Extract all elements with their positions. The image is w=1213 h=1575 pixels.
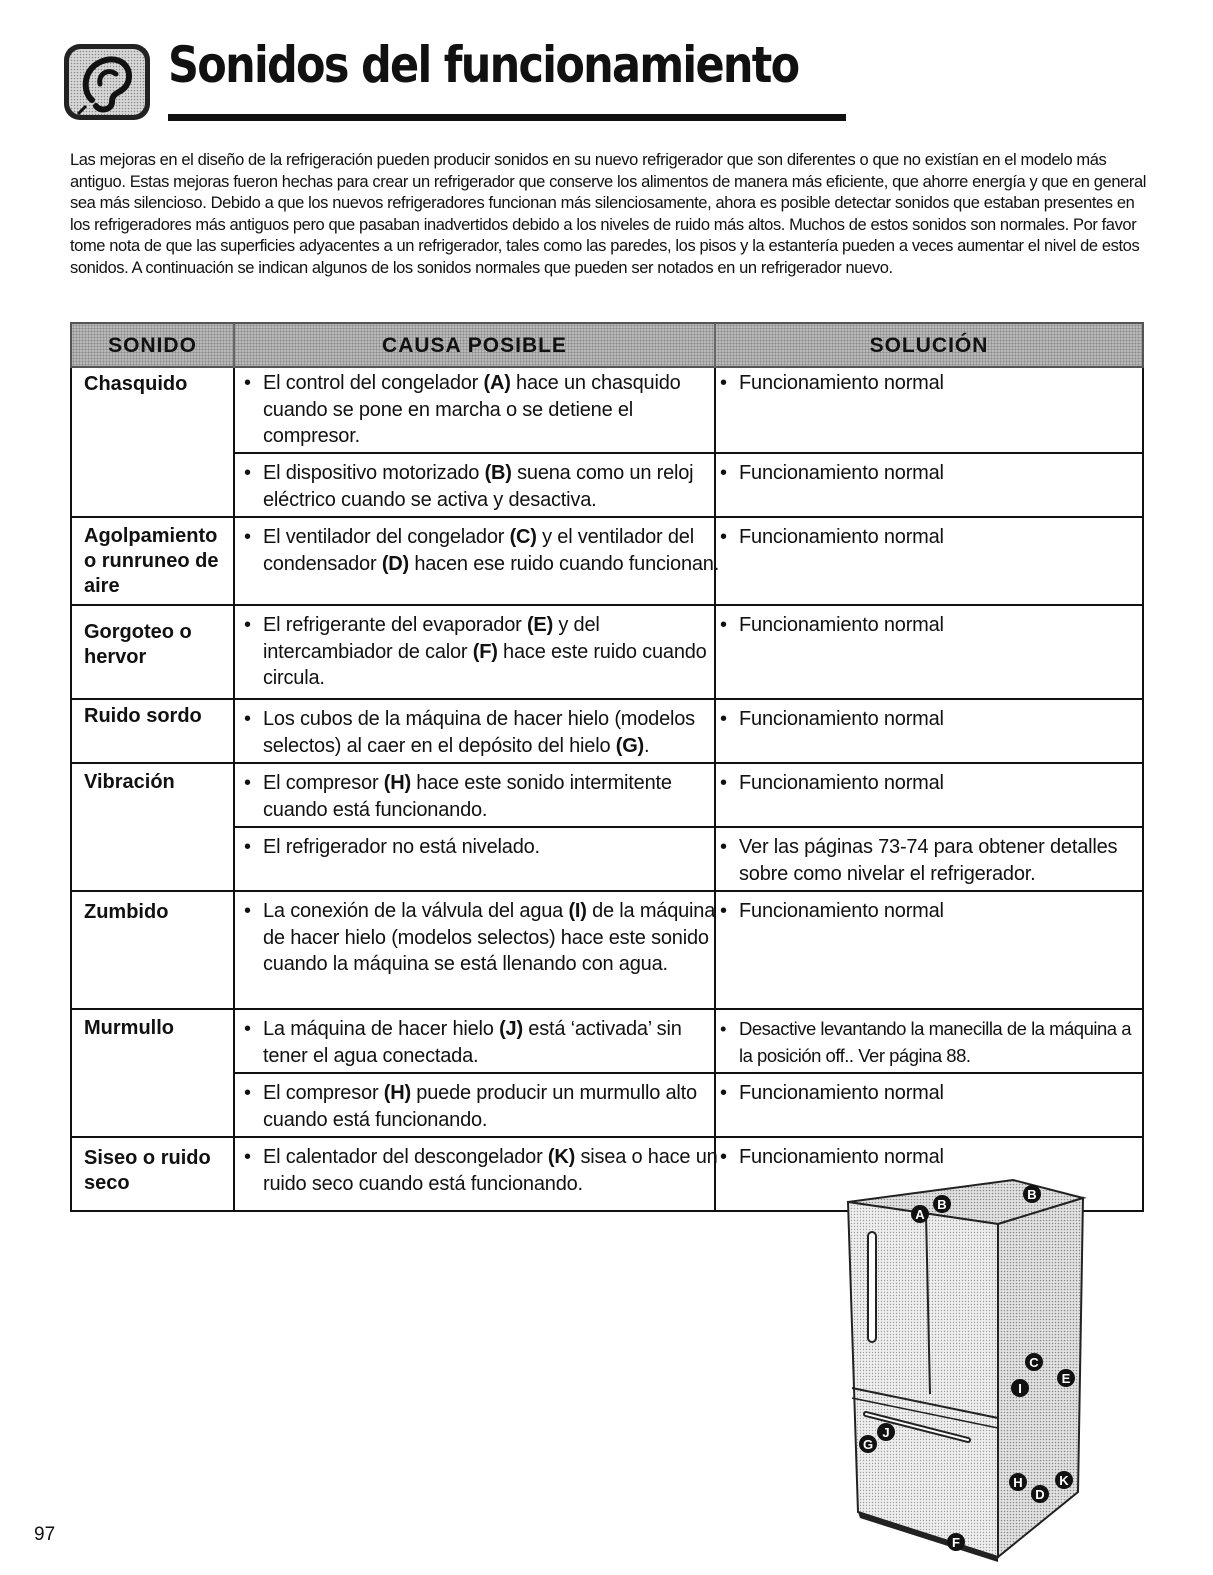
svg-text:G: G xyxy=(862,1437,874,1452)
header-solucion: SOLUCIÓN xyxy=(869,334,989,357)
solution-cell: • Desactive levantando la manecilla de la máquina a la posición off.. Ver página 88. xyxy=(720,1018,1132,1066)
callout-letter: (K) xyxy=(547,1146,576,1168)
svg-text:K: K xyxy=(1059,1473,1069,1488)
row-divider xyxy=(233,826,1144,828)
svg-text:F: F xyxy=(952,1535,960,1550)
refrigerator-illustration xyxy=(838,1162,1088,1562)
sound-name: Gorgoteo o hervor xyxy=(84,621,192,668)
row-divider xyxy=(233,452,1144,454)
title-underline xyxy=(168,114,846,121)
page-title: Sonidos del funcionamiento xyxy=(168,36,799,94)
header-sonido: SONIDO xyxy=(108,334,197,357)
svg-text:C: C xyxy=(1029,1355,1039,1370)
page-header xyxy=(64,36,799,122)
callout-letter: (B) xyxy=(484,462,512,484)
fridge-body xyxy=(848,1180,1083,1562)
row-divider xyxy=(72,1008,1144,1010)
row-divider xyxy=(72,698,1144,700)
row-divider xyxy=(72,1136,1144,1138)
svg-text:A: A xyxy=(915,1207,925,1222)
svg-text:E: E xyxy=(1061,1371,1071,1386)
row-divider xyxy=(72,604,1144,606)
cause-cell: • El refrigerante del evaporador (E) y del intercambiador de calor (F) hace este ruido cuando circula. xyxy=(244,614,707,689)
sounds-table xyxy=(70,322,1144,1212)
cause-cell: • El calentador del descongelador (K) sisea o hace un ruido seco cuando está funcionando. xyxy=(244,1146,718,1195)
row-divider xyxy=(72,762,1144,764)
cause-cell: • El refrigerador no está nivelado. xyxy=(244,836,540,858)
cause-cell: • La conexión de la válvula del agua (I) de la máquina de hacer hielo (modelos selectos) hace este sonido cuando la máquina se está llenando con agua. xyxy=(244,900,716,975)
svg-text:J: J xyxy=(882,1425,890,1440)
svg-text:D: D xyxy=(1035,1487,1045,1502)
solution-cell: • Funcionamiento normal xyxy=(720,772,944,794)
cause-cell: • El dispositivo motorizado (B) suena como un reloj eléctrico cuando se activa y desactiva. xyxy=(244,462,694,511)
svg-text:I: I xyxy=(1018,1381,1022,1396)
solution-cell: • Funcionamiento normal xyxy=(720,462,944,484)
solution-cell: • Funcionamiento normal xyxy=(720,372,944,394)
callout-letter: (G) xyxy=(615,734,645,757)
callout-letter: (J) xyxy=(499,1018,523,1040)
solution-cell: • Funcionamiento normal xyxy=(720,1082,944,1104)
solution-cell: • Ver las páginas 73-74 para obtener detalles sobre como nivelar el refrigerador. xyxy=(720,836,1118,885)
sound-name: Vibración xyxy=(84,771,175,793)
cause-cell: • El compresor (H) hace este sonido intermitente cuando está funcionando. xyxy=(244,772,672,821)
sound-name: Ruido sordo xyxy=(84,705,202,727)
solution-cell: • Funcionamiento normal xyxy=(720,526,944,548)
callout-letter: (E) xyxy=(526,614,554,636)
sound-name: Agolpamiento o runruneo de aire xyxy=(84,525,219,597)
callout-letter: (F) xyxy=(472,640,498,663)
cause-cell: • El compresor (H) puede producir un murmullo alto cuando está funcionando. xyxy=(244,1082,697,1131)
solution-cell: • Funcionamiento normal xyxy=(720,708,944,730)
header-causa: CAUSA POSIBLE xyxy=(382,334,567,357)
table-header xyxy=(70,322,1144,368)
callout-letter: (H) xyxy=(383,1082,411,1104)
row-divider xyxy=(233,1072,1144,1074)
page-number: 97 xyxy=(34,1524,56,1545)
callout-letter: (A) xyxy=(483,372,511,394)
sound-name: Murmullo xyxy=(84,1017,174,1039)
solution-cell: • Funcionamiento normal xyxy=(720,614,944,636)
sound-name: Chasquido xyxy=(84,373,188,395)
solution-cell: • Funcionamiento normal xyxy=(720,1146,944,1168)
cause-cell: • El control del congelador (A) hace un chasquido cuando se pone en marcha o se detiene el compresor. xyxy=(244,372,681,447)
svg-text:H: H xyxy=(1013,1475,1023,1490)
cause-cell: • Los cubos de la máquina de hacer hielo (modelos selectos) al caer en el depósito del hielo (G). xyxy=(244,708,695,757)
row-divider xyxy=(72,516,1144,518)
cause-cell: • La máquina de hacer hielo (J) está ‘activada’ sin tener el agua conectada. xyxy=(244,1018,682,1067)
cause-cell: • El ventilador del congelador (C) y el ventilador del condensador (D) hacen ese ruido cuando funcionan. xyxy=(244,526,720,575)
callout-letter: (C) xyxy=(509,526,537,548)
callout-letter: (H) xyxy=(383,772,411,794)
callout-letter: (D) xyxy=(381,552,409,575)
column-divider xyxy=(233,368,235,1212)
svg-text:B: B xyxy=(937,1197,947,1212)
sound-name: Zumbido xyxy=(84,901,169,923)
svg-text:B: B xyxy=(1027,1187,1037,1202)
row-divider xyxy=(72,890,1144,892)
table-body xyxy=(70,368,1144,1212)
solution-cell: • Funcionamiento normal xyxy=(720,900,944,922)
ear-icon xyxy=(64,44,150,120)
intro-paragraph: Las mejoras en el diseño de la refrigeración pueden producir sonidos en su nuevo refrigerador que son diferentes o que no existían en el modelo más antiguo. Estas mejoras fueron hechas para crear un refrigerador que conserve los alimentos de manera más eficiente, que ahorre energía y que en general sea más silencioso. Debido a que los nuevos refrigeradores funcionan más silenciosamente, ahora es posible detectar sonidos que estaban presentes en los refrigeradores más antiguos pero que pasaban inadvertidos debido a los niveles de ruido más altos. Muchos de estos sonidos son normales. Por favor tome nota de que las superficies adyacentes a un refrigerador, tales como las paredes, los pisos y la estantería pueden a veces aumentar el nivel de estos sonidos. A continuación se indican algunos de los sonidos normales que pueden ser notados en un refrigerador nuevo. xyxy=(70,151,1147,277)
sound-name: Siseo o ruido seco xyxy=(84,1147,211,1194)
callout-letter: (I) xyxy=(568,900,587,922)
